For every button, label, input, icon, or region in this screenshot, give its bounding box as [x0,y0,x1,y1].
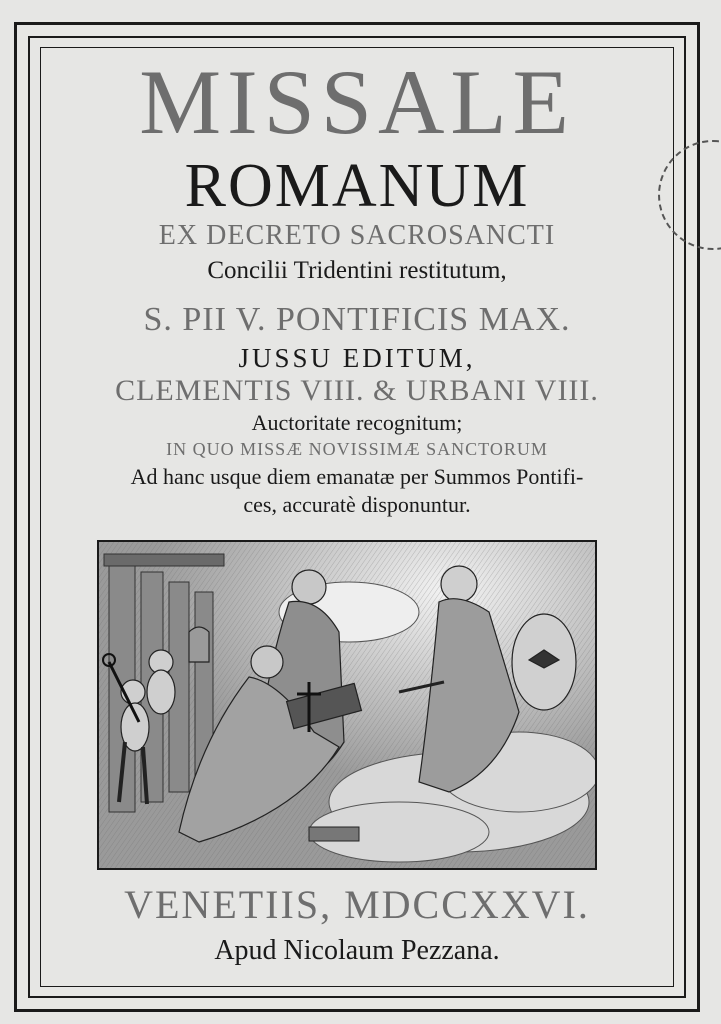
title-ces: ces, accuratè disponuntur. [243,492,471,517]
imprint-printer: Apud Nicolaum Pezzana. [214,935,500,966]
title-clementis: CLEMENTIS VIII. & URBANI VIII. [115,374,599,407]
title-concilii: Concilii Tridentini restitutum, [207,257,507,284]
title-jussu-editum: JUSSU EDITUM, [238,343,476,373]
title-auctoritate: Auctoritate recognitum; [251,410,463,435]
title-romanum: ROMANUM [184,152,530,220]
title-missale: MISSALE [139,51,575,153]
title-in-quo: IN QUO MISSÆ NOVISSIMÆ SANCTORUM [166,439,548,459]
title-s-pii: S. PII V. PONTIFICIS MAX. [143,301,571,338]
imprint-place-date: VENETIIS, MDCCXXVI. [124,882,590,927]
title-ad-hanc: Ad hanc usque diem emanatæ per Summos Pontifi- [130,464,584,489]
engraving-svg [99,542,595,868]
title-ex-decreto: EX DECRETO SACROSANCTI [158,220,556,251]
allegorical-engraving-icon [97,540,597,870]
